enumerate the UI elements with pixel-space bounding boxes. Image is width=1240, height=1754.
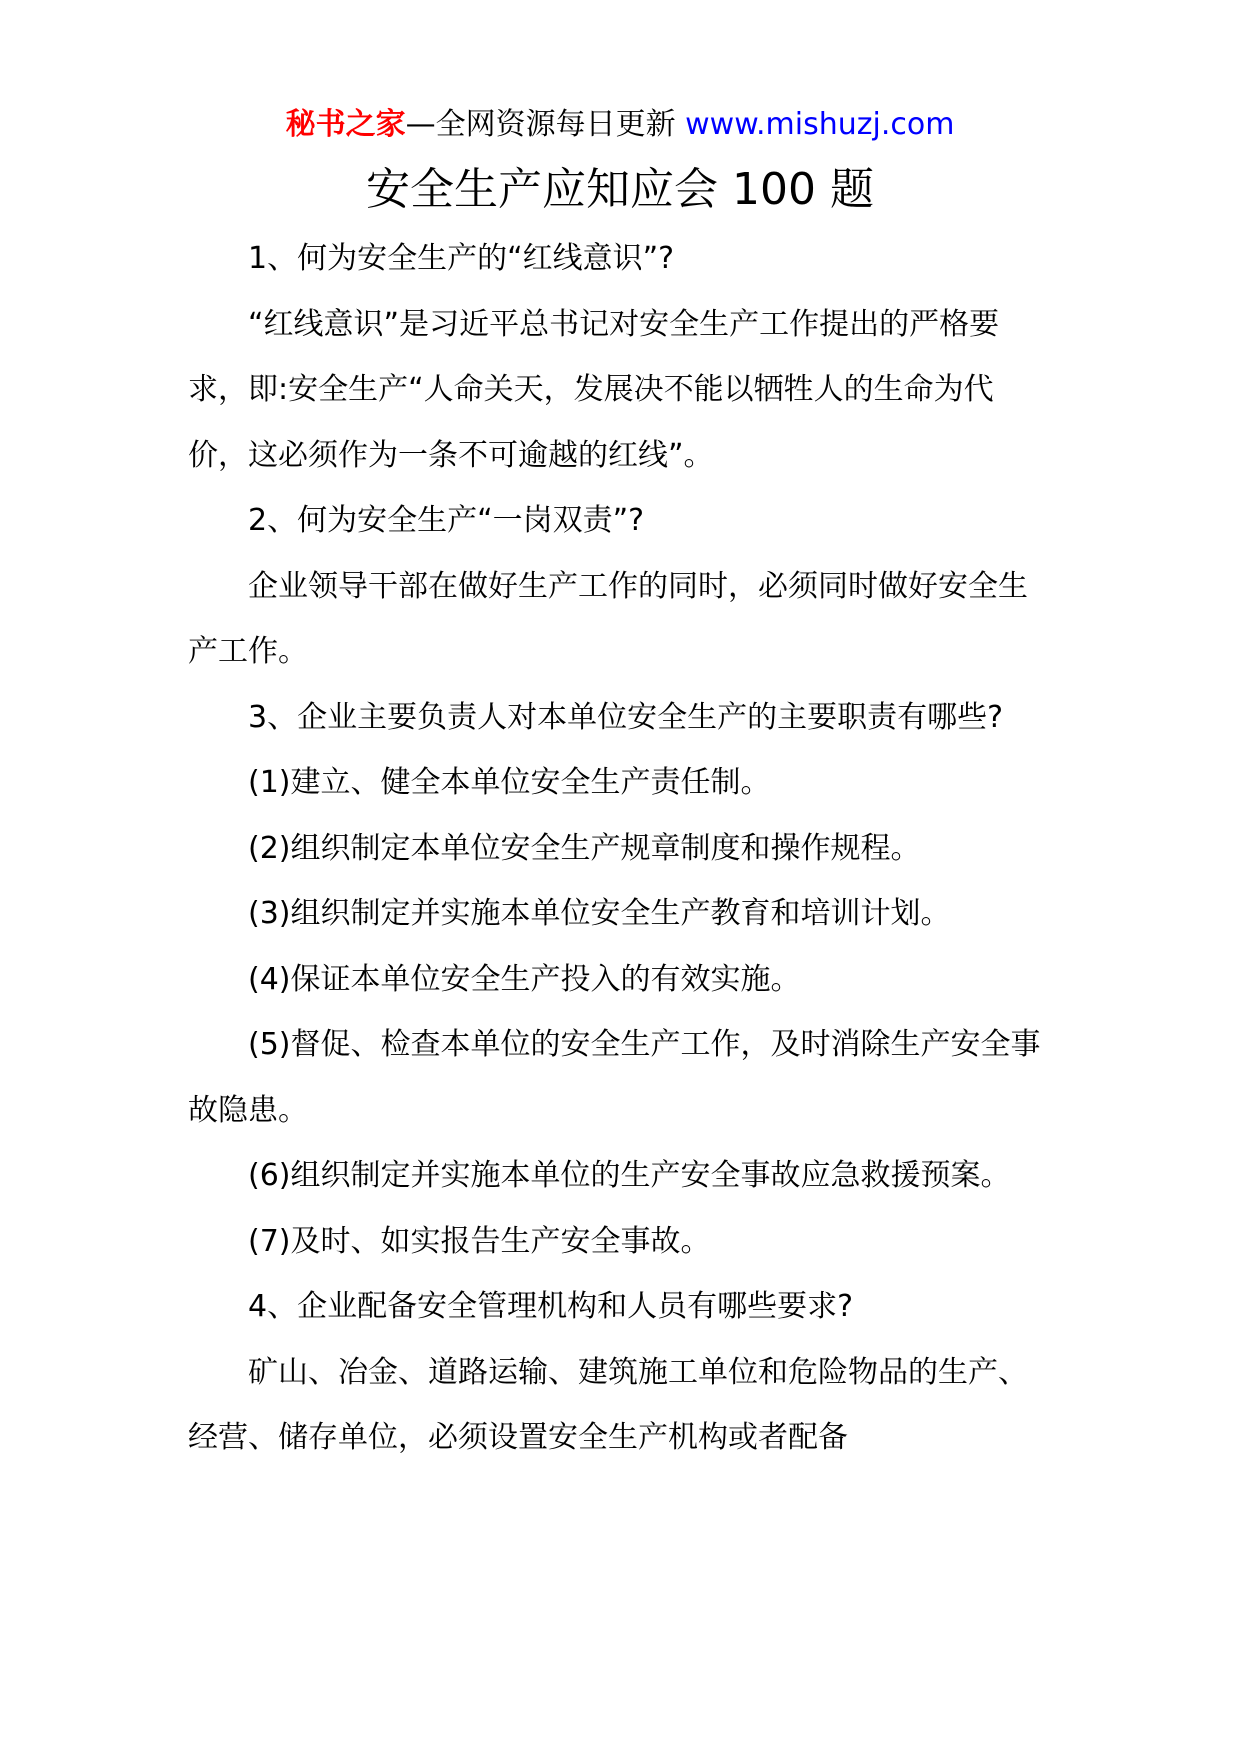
answer-paragraph: 企业领导干部在做好生产工作的同时，必须同时做好安全生产工作。 [188, 568, 1028, 669]
list-item: (6)组织制定并实施本单位的生产安全事故应急救援预案。 [248, 1158, 1011, 1193]
list-item: (2)组织制定本单位安全生产规章制度和操作规程。 [248, 830, 921, 866]
question-heading: 2、何为安全生产“一岗双责”? [248, 503, 645, 538]
question-heading: 3、企业主要负责人对本单位安全生产的主要职责有哪些? [248, 699, 1004, 735]
answer-paragraph: “红线意识”是习近平总书记对安全生产工作提出的严格要求，即:安全生产“人命关天，发展决不能以牺牲人的生命为代价，这必须作为一条不可逾越的红线”。 [188, 306, 1000, 473]
list-item: (5)督促、检查本单位的安全生产工作，及时消除生产安全事故隐患。 [188, 1027, 1041, 1128]
list-item: (7)及时、如实报告生产安全事故。 [248, 1223, 711, 1259]
site-url-link[interactable]: www.mishuzj.com [685, 107, 955, 142]
question-heading: 4、企业配备安全管理机构和人员有哪些要求? [248, 1289, 854, 1324]
list-item: (1)建立、健全本单位安全生产责任制。 [248, 765, 771, 800]
answer-paragraph: 矿山、冶金、道路运输、建筑施工单位和危险物品的生产、经营、储存单位，必须设置安全生产机构或者配备 [188, 1354, 1028, 1455]
site-slogan: —全网资源每日更新 [405, 107, 686, 142]
site-brand: 秘书之家 [285, 107, 406, 142]
document-title: 安全生产应知应会 100 题 [366, 164, 874, 215]
document-body [188, 226, 1048, 1471]
list-item: (4)保证本单位安全生产投入的有效实施。 [248, 961, 801, 997]
list-item: (3)组织制定并实施本单位安全生产教育和培训计划。 [248, 896, 951, 931]
site-header [0, 100, 1240, 150]
question-heading: 1、何为安全生产的“红线意识”? [248, 241, 675, 276]
